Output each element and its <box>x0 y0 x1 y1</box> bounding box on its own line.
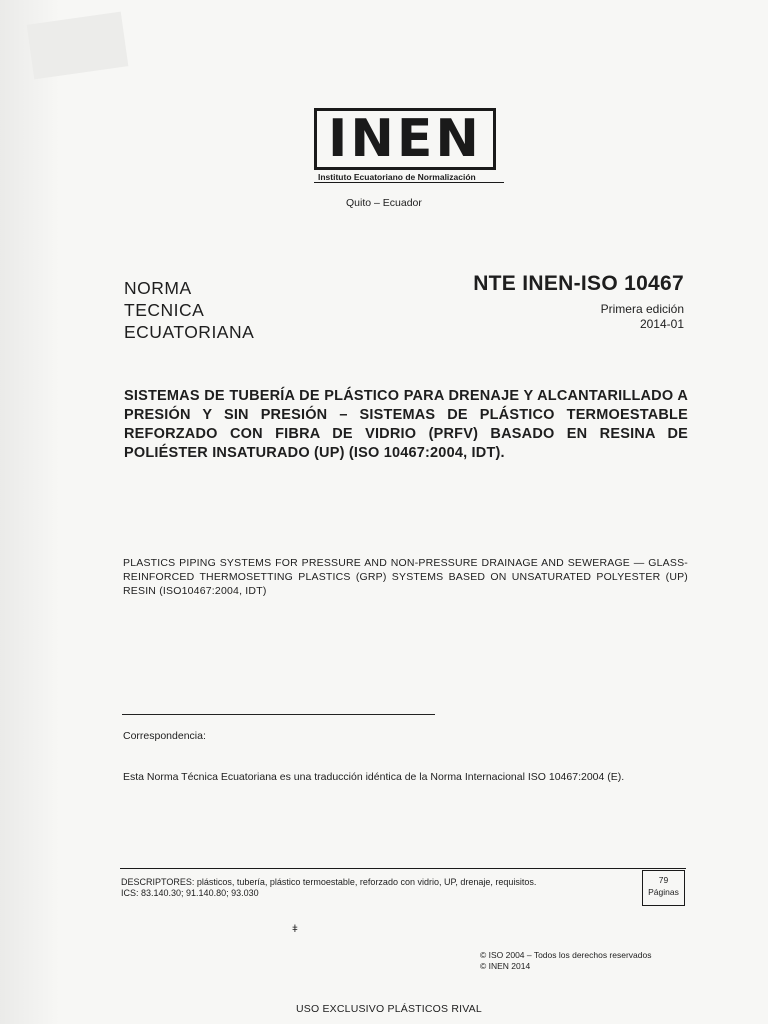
page-count-box <box>642 870 685 906</box>
divider-long <box>120 868 686 869</box>
standard-code-block <box>473 272 684 332</box>
divider-short <box>122 714 435 715</box>
title-spanish: SISTEMAS DE TUBERÍA DE PLÁSTICO PARA DRENAJE Y ALCANTARILLADO A PRESIÓN Y SIN PRESIÓN – SISTEMAS DE PLÁSTICO TERMOESTABLE REFORZADO CON FIBRA DE VIDRIO (PRFV) BASADO EN RESINA DE POLIÉSTER INSATURADO (UP) (ISO 10467:2004, IDT). <box>124 388 688 461</box>
footer-usage-note: USO EXCLUSIVO PLÁSTICOS RIVAL <box>296 1003 482 1015</box>
copyright-inen: © INEN 2014 <box>480 961 531 971</box>
title-english: PLASTICS PIPING SYSTEMS FOR PRESSURE AND NON-PRESSURE DRAINAGE AND SEWERAGE — GLASS-REINFORCED THERMOSETTING PLASTICS (GRP) SYSTEMS BASED ON UNSATURATED POLYESTER (UP) RESIN (ISO10467:2004, IDT) <box>123 557 688 597</box>
norma-line-1: NORMA <box>124 278 192 298</box>
descriptors-line: DESCRIPTORES: plásticos, tubería, plástico termoestable, reforzado con vidrio, UP, drenaje, requisitos. <box>121 877 537 887</box>
norma-line-2: TECNICA <box>124 300 205 320</box>
correspondence-text: Esta Norma Técnica Ecuatoriana es una traducción idéntica de la Norma Internacional ISO 10467:2004 (E). <box>123 771 625 783</box>
stray-mark: ǂ <box>292 924 298 935</box>
standard-date: 2014-01 <box>639 317 684 331</box>
ics-line: ICS: 83.140.30; 91.140.80; 93.030 <box>121 888 259 898</box>
copyright-iso: © ISO 2004 – Todos los derechos reservados <box>480 950 652 960</box>
scan-shadow <box>0 0 60 1024</box>
inen-logo <box>314 108 494 183</box>
torn-paper-corner <box>27 12 129 80</box>
logo-acronym: INEN <box>328 109 482 169</box>
norma-line-3: ECUATORIANA <box>124 322 255 342</box>
copyright-block <box>480 950 651 972</box>
location: Quito – Ecuador <box>346 197 422 209</box>
logo-institute-name: Instituto Ecuatoriano de Normalización <box>314 172 504 183</box>
page-count-label: Páginas <box>648 887 679 897</box>
page-count: 79 <box>658 875 669 885</box>
logo-box <box>314 108 496 170</box>
descriptors-block <box>121 877 641 899</box>
correspondence-label: Correspondencia: <box>123 730 206 742</box>
standard-code: NTE INEN-ISO 10467 <box>473 272 684 295</box>
norma-heading <box>124 277 254 343</box>
standard-edition: Primera edición <box>600 302 684 316</box>
